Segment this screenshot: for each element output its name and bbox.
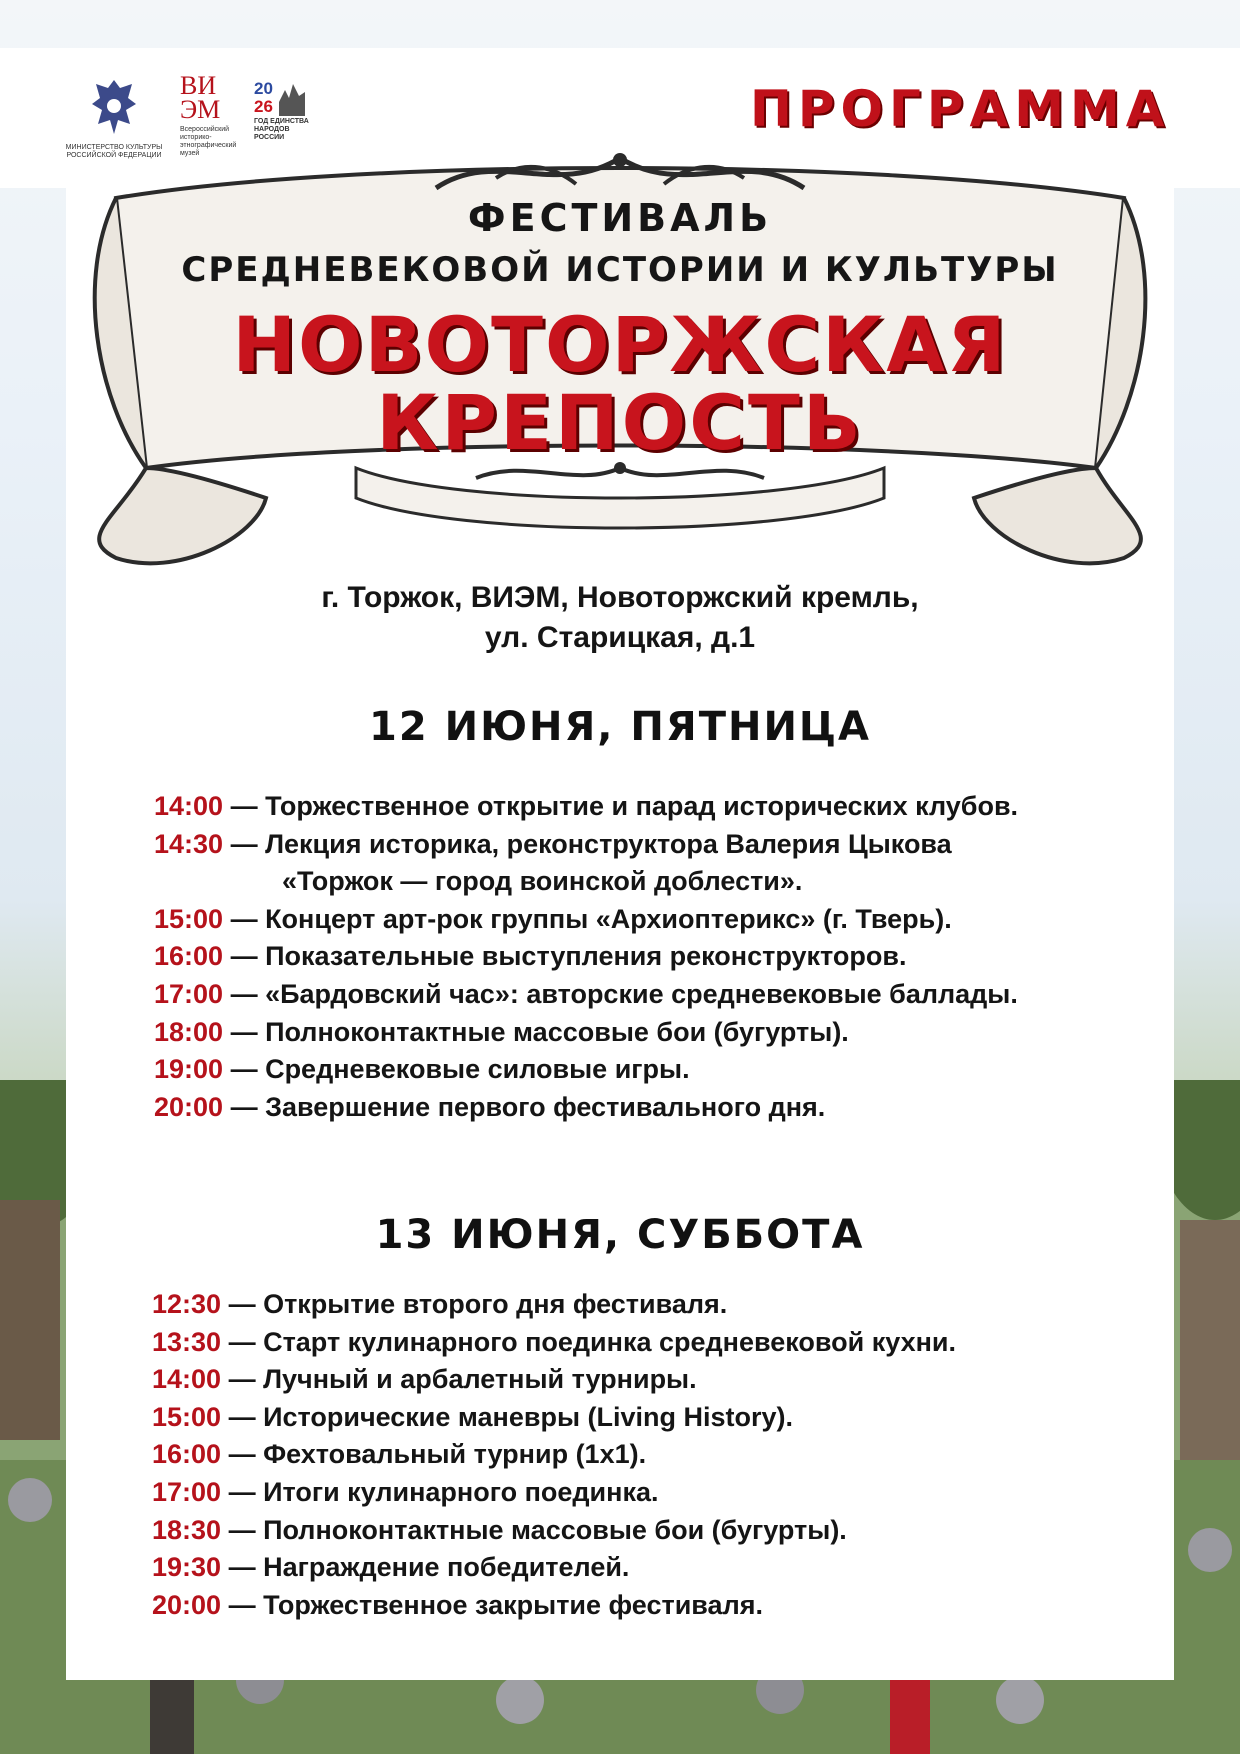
event-text: — Торжественное закрытие фестиваля. bbox=[221, 1589, 763, 1620]
event-time: 15:00 bbox=[152, 1401, 222, 1432]
event-text-continuation: «Торжок — город воинской доблести». bbox=[282, 866, 803, 897]
event-time: 17:00 bbox=[154, 978, 224, 1009]
event-text: — Исторические маневры (Living History). bbox=[221, 1401, 794, 1432]
viem-mark-line: ВИ bbox=[180, 71, 217, 100]
viem-caption-line: музей bbox=[180, 150, 200, 157]
year-caption-line: НАРОДОВ РОССИИ bbox=[254, 126, 290, 141]
event-time: 19:30 bbox=[152, 1552, 222, 1583]
event-time: 14:00 bbox=[154, 791, 224, 821]
schedule-item bbox=[152, 1324, 1162, 1362]
event-time: 20:00 bbox=[154, 1091, 224, 1122]
event-text: — «Бардовский час»: авторские средневековые баллады. bbox=[223, 978, 1018, 1009]
ministry-caption-line: МИНИСТЕРСТВО КУЛЬТУРЫ bbox=[65, 144, 163, 151]
event-time: 16:00 bbox=[154, 941, 224, 972]
schedule-day-1 bbox=[154, 788, 1164, 1126]
event-text: — Лекция историка, реконструктора Валерия Цыкова bbox=[223, 828, 952, 859]
year-mark-line: 20 bbox=[254, 79, 273, 98]
event-text: — Старт кулинарного поединка средневековой кухни. bbox=[221, 1326, 956, 1357]
event-text: — Концерт арт-рок группы «Архиоптерикс» (г. Тверь). bbox=[223, 903, 952, 934]
year-mark-line: 26 bbox=[254, 97, 273, 116]
event-text: — Лучный и арбалетный турниры. bbox=[221, 1364, 697, 1395]
event-text: — Показательные выступления реконструкторов. bbox=[223, 941, 907, 972]
schedule-day-2 bbox=[152, 1286, 1162, 1624]
event-time: 13:30 bbox=[152, 1326, 222, 1357]
address-line: г. Торжок, ВИЭМ, Новоторжский кремль, bbox=[321, 581, 919, 614]
event-time: 15:00 bbox=[154, 903, 224, 934]
year-of-unity-logo bbox=[254, 80, 320, 142]
venue-address bbox=[0, 578, 1240, 658]
schedule-item bbox=[152, 1474, 1162, 1512]
event-text: — Полноконтактные массовые бои (бугурты). bbox=[221, 1514, 847, 1545]
year-caption-line: ГОД ЕДИНСТВА bbox=[254, 118, 309, 125]
event-time: 19:00 bbox=[154, 1054, 224, 1085]
event-time: 20:00 bbox=[152, 1589, 222, 1620]
schedule-item bbox=[154, 901, 1164, 939]
day-heading: 13 ИЮНЯ, СУББОТА bbox=[375, 1212, 865, 1258]
event-text: — Фехтовальный турнир (1х1). bbox=[221, 1439, 647, 1470]
schedule-item bbox=[154, 1051, 1164, 1089]
festival-name-line2: КРЕПОСТЬ bbox=[376, 378, 864, 467]
monument-icon bbox=[275, 80, 309, 116]
event-time: 18:00 bbox=[154, 1016, 224, 1047]
ministry-caption-line: РОССИЙСКОЙ ФЕДЕРАЦИИ bbox=[66, 152, 162, 159]
schedule-item bbox=[154, 826, 1164, 901]
event-text: — Открытие второго дня фестиваля. bbox=[221, 1289, 728, 1319]
event-time: 17:00 bbox=[152, 1476, 222, 1507]
day-heading: 12 ИЮНЯ, ПЯТНИЦА bbox=[369, 704, 871, 750]
viem-caption-line: Всероссийский bbox=[180, 126, 230, 133]
event-time: 12:30 bbox=[152, 1289, 222, 1319]
schedule-item bbox=[154, 938, 1164, 976]
viem-mark-line: ЭМ bbox=[180, 95, 221, 124]
viem-caption-line: историко- bbox=[180, 134, 212, 141]
schedule-item bbox=[154, 976, 1164, 1014]
festival-subtitle: СРЕДНЕВЕКОВОЙ ИСТОРИИ И КУЛЬТУРЫ bbox=[181, 250, 1059, 290]
event-time: 16:00 bbox=[152, 1439, 222, 1470]
schedule-item bbox=[152, 1361, 1162, 1399]
event-time: 14:30 bbox=[154, 828, 224, 859]
ministry-emblem-icon bbox=[84, 74, 144, 140]
event-text: — Итоги кулинарного поединка. bbox=[221, 1476, 659, 1507]
schedule-item bbox=[154, 788, 1164, 826]
event-text: — Завершение первого фестивального дня. bbox=[223, 1091, 826, 1122]
event-time: 18:30 bbox=[152, 1514, 222, 1545]
schedule-item bbox=[152, 1512, 1162, 1550]
address-line: ул. Старицкая, д.1 bbox=[484, 621, 756, 654]
schedule-item bbox=[154, 1014, 1164, 1052]
event-time: 14:00 bbox=[152, 1364, 222, 1395]
program-label: ПРОГРАММА bbox=[750, 80, 1171, 138]
event-text: — Полноконтактные массовые бои (бугурты). bbox=[223, 1016, 849, 1047]
schedule-item bbox=[152, 1399, 1162, 1437]
schedule-item bbox=[152, 1587, 1162, 1625]
festival-name-line1: НОВОТОРЖСКАЯ bbox=[232, 300, 1008, 389]
schedule-item bbox=[152, 1436, 1162, 1474]
schedule-item bbox=[152, 1286, 1162, 1324]
viem-caption-line: этнографический bbox=[180, 142, 237, 149]
schedule-item bbox=[154, 1089, 1164, 1127]
event-text: — Торжественное открытие и парад исторических клубов. bbox=[223, 791, 1019, 821]
event-text: — Средневековые силовые игры. bbox=[223, 1054, 690, 1085]
festival-title: ФЕСТИВАЛЬ bbox=[467, 196, 773, 240]
schedule-item bbox=[152, 1549, 1162, 1587]
event-text: — Награждение победителей. bbox=[221, 1552, 630, 1583]
